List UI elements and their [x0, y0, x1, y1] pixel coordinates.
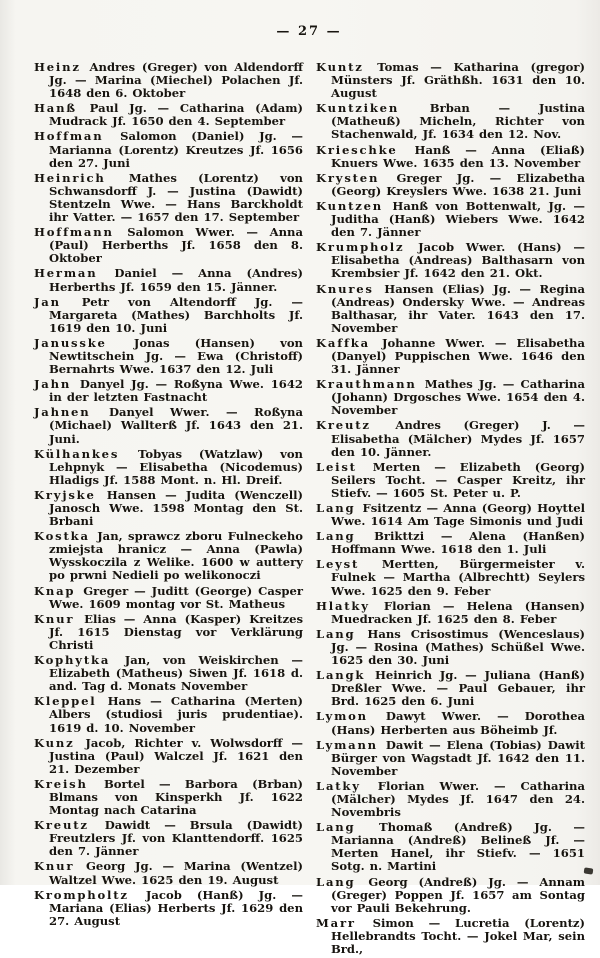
entry-text: Bortel — Barbora (Brban) Blmans von Kinsperkh Jf. 1622 Montag nach Catarina — [49, 776, 303, 818]
entry-surname: Knures — [316, 281, 374, 296]
entry-surname: Kaffka — [316, 335, 370, 350]
entry-text: Dawit — Elena (Tobias) Dawit Bürger von Wagstadt Jf. 1642 den 11. November — [331, 737, 585, 778]
entry-surname: Lang — [316, 626, 356, 641]
register-entry — [316, 558, 585, 597]
entry-text: Andres (Greger) J. — Elisabetha (Mälcher) Mydes Jf. 1657 den 10. Jänner. — [331, 418, 585, 459]
register-entry — [316, 628, 585, 667]
register-entry — [316, 710, 585, 736]
register-entry — [34, 61, 303, 100]
entry-text: Florian Wwer. — Catharina (Mälcher) Mydes Jf. 1647 den 24. Novembris — [331, 778, 585, 820]
entry-surname: Marr — [316, 915, 356, 930]
register-entry — [34, 819, 303, 858]
register-entry — [316, 337, 585, 376]
register-entry — [34, 296, 303, 335]
entry-text: Hans Crisostimus (Wenceslaus) Jg. — Rosina (Mathes) Schüßel Wwe. 1625 den 30. Juni — [331, 626, 585, 668]
register-entry — [316, 669, 585, 708]
entry-surname: Leyst — [316, 557, 360, 572]
entry-text: Jacob Wwer. (Hans) — Elisabetha (Andreas) Balthasarn von Krembsier Jf. 1642 den 21. Okt. — [331, 240, 585, 281]
entry-surname: Krumpholz — [316, 240, 405, 255]
entry-text: Brban — Justina (Matheuß) Micheln, Richter von Stachenwald, Jf. 1634 den 12. Nov. — [331, 101, 585, 142]
entry-text: Thomaß (Andreß) Jg. — Marianna (Andreß) Belineß Jf. — Merten Hanel, ihr Stiefv. — 1651 Sotg. n. Martini — [331, 820, 585, 874]
entry-surname: Krauthmann — [316, 377, 417, 392]
entry-surname: Jahn — [34, 377, 72, 392]
entry-text: Tobyas (Watzlaw) von Lehpnyk — Elisabetha (Nicodemus) Hladigs Jf. 1588 Mont. n. Hl. Dreif. — [49, 446, 303, 487]
entry-surname: Heinz — [34, 60, 81, 74]
entry-surname: Kunz — [34, 735, 75, 750]
register-entry — [316, 502, 585, 528]
entry-surname: Kophytka — [34, 653, 111, 668]
entry-text: Danyel Wwer. — Roßyna (Michael) Wallterß Jf. 1643 den 21. Juni. — [49, 405, 303, 446]
entry-text: Daniel — Anna (Andres) Herberths Jf. 1659 den 15. Jänner. — [49, 266, 303, 294]
entry-text: Paul Jg. — Catharina (Adam) Mudrack Jf. 1650 den 4. September — [49, 101, 303, 129]
register-entry — [34, 860, 303, 886]
register-entry — [316, 61, 585, 100]
register-entry — [34, 172, 303, 224]
register-entry — [316, 739, 585, 778]
register-entry — [316, 144, 585, 170]
entry-surname: Kuntz — [316, 60, 364, 74]
entry-text: Greger — Juditt (George) Casper Wwe. 1609 montag vor St. Matheus — [49, 583, 303, 611]
register-entry — [34, 530, 303, 582]
register-entry — [34, 337, 303, 376]
entry-text: Hans — Catharina (Merten) Albers (studiosi juris prudentiae). 1619 d. 10. November — [49, 694, 303, 735]
entry-surname: Hoffman — [34, 129, 104, 144]
entry-surname: Lang — [316, 820, 356, 835]
register-entry — [316, 241, 585, 280]
entry-text: Simon — Lucretia (Lorentz) Hellebrandts Tocht. — Jokel Mar, sein Brd., — [331, 915, 585, 956]
entry-surname: Heinrich — [34, 170, 106, 185]
entry-surname: Krieschke — [316, 142, 398, 157]
register-entry — [316, 419, 585, 458]
entry-surname: Kreutz — [316, 418, 371, 433]
register-entry — [316, 200, 585, 239]
register-entry — [34, 489, 303, 528]
register-entry — [316, 821, 585, 873]
entry-surname: Janusske — [34, 335, 107, 350]
register-entry — [34, 226, 303, 265]
right-column — [316, 61, 585, 958]
register-entry — [316, 780, 585, 819]
register-entry — [34, 737, 303, 776]
left-column — [34, 61, 303, 958]
entry-surname: Külhankes — [34, 446, 120, 461]
entry-surname: Kostka — [34, 529, 90, 544]
entry-text: Heinrich Jg. — Juliana (Hanß) Dreßler Wwe. — Paul Gebauer, ihr Brd. 1625 den 6. Juni — [331, 668, 585, 709]
register-entry — [316, 102, 585, 141]
entry-surname: Kryjske — [34, 487, 96, 502]
entry-text: Danyel Jg. — Roßyna Wwe. 1642 in der letzten Fastnacht — [49, 377, 303, 405]
entry-surname: Lang — [316, 501, 356, 515]
register-entry — [34, 130, 303, 169]
register-entry — [34, 613, 303, 652]
entry-text: Hansen (Elias) Jg. — Regina (Andreas) Ondersky Wwe. — Andreas Balthasar, ihr Vater. 1643 den 17. November — [331, 281, 585, 335]
register-entry — [34, 585, 303, 611]
entry-text: Jan, sprawcz zboru Fulneckeho zmiejsta hranicz — Anna (Pawla) Wysskoczila z Welike. 1600 w auttery po prwni Nedieli po welikonoczi — [49, 529, 303, 583]
register-entry — [34, 695, 303, 734]
entry-surname: Krysten — [316, 170, 380, 185]
entry-surname: Hanß — [34, 101, 77, 116]
scan-artifact — [584, 867, 594, 874]
register-entry — [316, 600, 585, 626]
register-entry — [34, 102, 303, 128]
entry-surname: Knap — [34, 583, 76, 598]
entry-text: Dawidt — Brsula (Dawidt) Freutzlers Jf. von Klanttendorff. 1625 den 7. Jänner — [49, 818, 303, 859]
entry-surname: Hlatky — [316, 598, 370, 613]
entry-text: Jacob (Hanß) Jg. — Mariana (Elias) Herberts Jf. 1629 den 27. August — [49, 887, 303, 928]
entry-text: Hansen — Judita (Wenczell) Janosch Wwe. 1598 Montag den St. Brbani — [49, 487, 303, 529]
entry-surname: Kreutz — [34, 818, 89, 833]
entry-surname: Kuntzen — [316, 198, 384, 213]
entry-surname: Lymon — [316, 709, 368, 724]
register-entry — [34, 448, 303, 487]
entry-surname: Krompholtz — [34, 887, 129, 902]
register-entry — [34, 654, 303, 693]
entry-surname: Knur — [34, 611, 75, 626]
register-entry — [316, 876, 585, 915]
register-entry — [316, 378, 585, 417]
register-entry — [316, 530, 585, 556]
entry-text: Georg (Andreß) Jg. — Annam (Greger) Poppen Jf. 1657 am Sontag vor Pauli Bekehrung. — [331, 874, 585, 915]
register-entry — [34, 406, 303, 445]
entry-text: Greger Jg. — Elizabetha (Georg) Kreyslers Wwe. 1638 21. Juni — [331, 170, 585, 198]
entry-surname: Herman — [34, 266, 98, 281]
entry-surname: Kleppel — [34, 694, 97, 709]
register-entry — [34, 778, 303, 817]
entry-surname: Kuntziken — [316, 101, 400, 116]
entry-text: Petr von Altendorff Jg. — Margareta (Mathes) Barchholts Jf. 1619 den 10. Juni — [49, 294, 303, 335]
entry-text: Dawyt Wwer. — Dorothea (Hans) Herberten aus Böheimb Jf. — [331, 709, 585, 737]
entry-surname: Jan — [34, 294, 61, 309]
entry-text: Georg Jg. — Marina (Wentzel) Waltzel Wwe. 1625 den 19. August — [49, 859, 303, 887]
entry-text: Andres (Greger) von Aldendorff Jg. — Marina (Miechel) Polachen Jf. 1648 den 6. Oktober — [49, 60, 303, 101]
entry-surname: Latky — [316, 778, 361, 793]
entry-text: Salomon (Daniel) Jg. — Marianna (Lorentz) Kreutzes Jf. 1656 den 27. Juni — [49, 129, 303, 170]
register-entry — [34, 267, 303, 293]
entry-surname: Knur — [34, 859, 75, 874]
entry-text: Tomas — Katharina (gregor) Münsters Jf. Gräthßh. 1631 den 10. August — [331, 60, 585, 101]
entry-surname: Jahnen — [34, 405, 91, 420]
register-entry — [316, 172, 585, 198]
entry-surname: Lang — [316, 529, 356, 544]
entry-surname: Lymann — [316, 737, 378, 752]
entry-text: Hanß — Anna (Eliaß) Knuers Wwe. 1635 den 13. November — [331, 142, 585, 170]
entry-text: Jacob, Richter v. Wolwsdorff — Justina (Paul) Walczel Jf. 1621 den 21. Dezember — [49, 735, 303, 776]
entry-surname: Langk — [316, 668, 366, 683]
register-entry — [316, 461, 585, 500]
entry-surname: Hoffmann — [34, 225, 114, 240]
entry-surname: Leist — [316, 459, 357, 474]
two-column-text — [34, 61, 584, 958]
entry-text: Elias — Anna (Kasper) Kreitzes Jf. 1615 Dienstag vor Verklärung Christi — [49, 611, 303, 652]
entry-text: Florian — Helena (Hansen) Muedracken Jf. 1625 den 8. Feber — [331, 598, 585, 626]
register-entry — [34, 378, 303, 404]
register-entry — [34, 889, 303, 928]
entry-text: Mathes (Lorentz) von Schwansdorff J. — Justina (Dawidt) Stentzeln Wwe. — Hans Barckholdt ihr Vatter. — 1657 den 17. September — [49, 170, 303, 225]
entry-text: Hanß von Bottenwalt, Jg. — Juditha (Hanß) Wiebers Wwe. 1642 den 7. Jänner — [331, 198, 585, 240]
entry-text: Fsitzentz — Anna (Georg) Hoyttel Wwe. 1614 Am Tage Simonis und Judi — [331, 501, 585, 529]
entry-text: Mathes Jg. — Catharina (Johann) Drgosches Wwe. 1654 den 4. November — [331, 377, 585, 418]
page-number: — 27 — — [276, 24, 342, 39]
entry-surname: Lang — [316, 874, 356, 889]
entry-text: Brikttzi — Alena (Hanßen) Hoffmann Wwe. 1618 den 1. Juli — [331, 529, 585, 557]
register-entry — [316, 283, 585, 335]
entry-text: Jonas (Hansen) von Newtitschein Jg. — Ewa (Christoff) Bernahrts Wwe. 1637 den 12. Juli — [49, 335, 303, 377]
entry-surname: Kreish — [34, 776, 88, 791]
entry-text: Mertten, Bürgermeister v. Fulnek — Martha (Albrechtt) Seylers Wwe. 1625 den 9. Feber — [331, 557, 585, 598]
register-entry — [316, 917, 585, 956]
entry-text: Merten — Elizabeth (Georg) Seilers Tocht. — Casper Kreitz, ihr Stiefv. — 1605 St. Peter u. P. — [331, 459, 585, 500]
entry-text: Jan, von Weiskirchen — Elizabeth (Matheus) Siwen Jf. 1618 d. and. Tag d. Monats November — [49, 653, 303, 694]
entry-text: Johanne Wwer. — Elisabetha (Danyel) Puppischen Wwe. 1646 den 31. Jänner — [331, 335, 585, 377]
entry-text: Salomon Wwer. — Anna (Paul) Herberths Jf. 1658 den 8. Oktober — [49, 225, 303, 266]
